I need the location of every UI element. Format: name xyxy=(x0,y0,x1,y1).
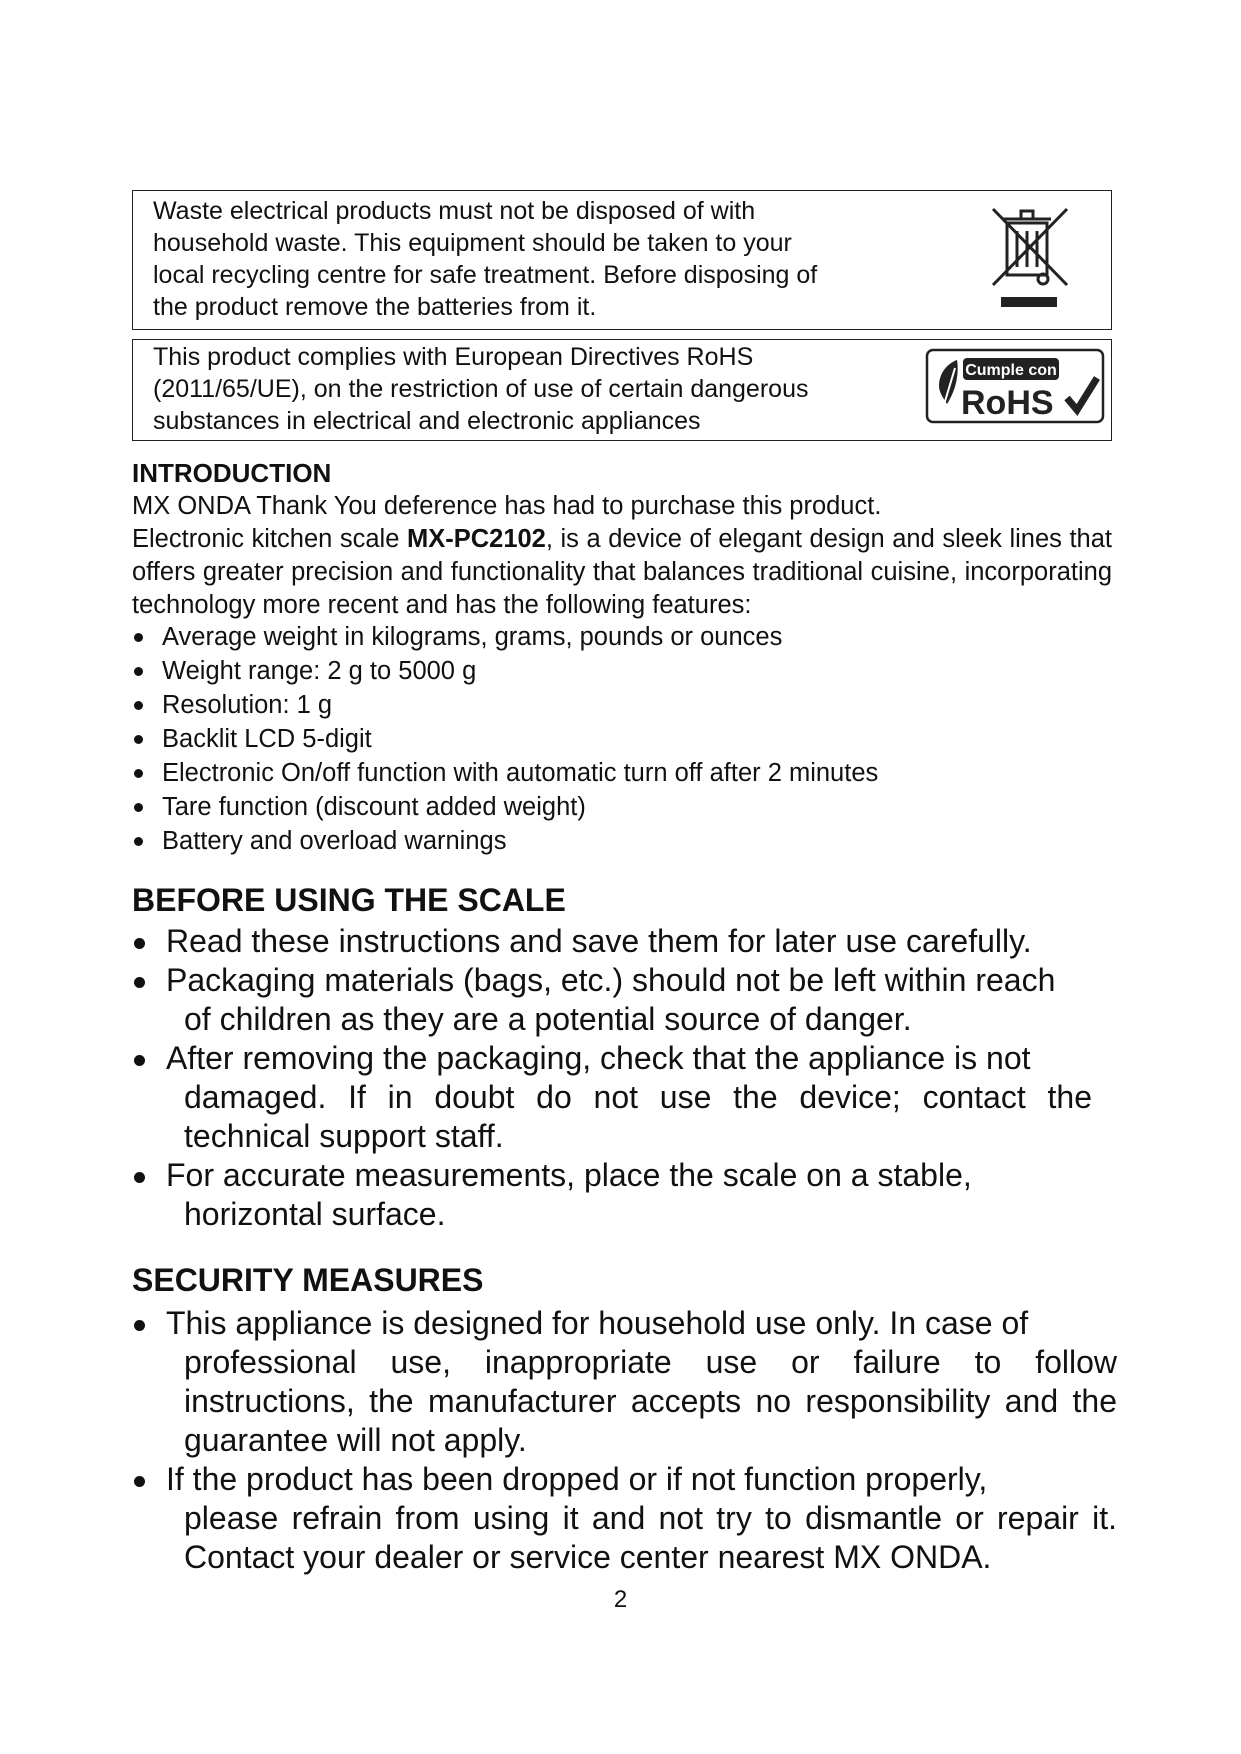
weee-notice-box xyxy=(132,190,1112,330)
rohs-compliance-logo xyxy=(925,348,1105,424)
rohs-line: (2011/65/UE), on the restriction of use of certain dangerous xyxy=(153,375,809,403)
list-item: Battery and overload warnings xyxy=(132,824,1112,858)
list-item: Weight range: 2 g to 5000 g xyxy=(132,654,1112,688)
list-item xyxy=(132,922,1092,961)
item-continuation: of children as they are a potential source of danger. xyxy=(184,1001,912,1037)
crossed-out-wheelie-bin-icon xyxy=(985,201,1075,311)
introduction-body xyxy=(132,490,1112,622)
rohs-line: This product complies with European Directives RoHS xyxy=(153,343,754,371)
item-first-line: This appliance is designed for household use only. In case of xyxy=(166,1305,1029,1341)
list-item xyxy=(132,961,1092,1039)
weee-notice-text xyxy=(153,195,923,323)
item-first-line: If the product has been dropped or if not function properly, xyxy=(166,1461,988,1497)
before-using-list xyxy=(132,922,1092,1234)
weee-line: the product remove the batteries from it. xyxy=(153,293,597,321)
rohs-badge-text: Cumple con xyxy=(965,362,1057,379)
introduction-heading: INTRODUCTION xyxy=(132,458,332,488)
list-item: Backlit LCD 5-digit xyxy=(132,722,1112,756)
item-continuation: horizontal surface. xyxy=(184,1196,446,1232)
security-measures-list xyxy=(132,1304,1117,1577)
rohs-notice-box xyxy=(132,339,1112,441)
list-item: Average weight in kilograms, grams, pounds or ounces xyxy=(132,620,1112,654)
introduction-line: MX ONDA Thank You deference has had to purchase this product. xyxy=(132,492,882,520)
list-item xyxy=(132,1460,1117,1577)
item-continuation: professional use, inappropriate use or failure to follow instructions, the manufacturer accepts no responsibility and the guarantee will not apply. xyxy=(184,1344,1117,1458)
item-first-line: Packaging materials (bags, etc.) should not be left within reach xyxy=(166,962,1056,998)
list-item xyxy=(132,1156,1092,1234)
rohs-notice-text xyxy=(153,341,893,437)
rohs-line: substances in electrical and electronic appliances xyxy=(153,407,701,435)
before-using-heading: BEFORE USING THE SCALE xyxy=(132,882,566,918)
item-continuation: damaged. If in doubt do not use the device; contact the technical support staff. xyxy=(184,1079,1092,1154)
weee-line: local recycling centre for safe treatment. Before disposing of xyxy=(153,261,818,289)
introduction-paragraph xyxy=(132,523,1112,622)
page-number: 2 xyxy=(613,1586,628,1613)
list-item: Resolution: 1 g xyxy=(132,688,1112,722)
model-number: MX-PC2102 xyxy=(406,525,546,553)
list-item xyxy=(132,1039,1092,1156)
features-list xyxy=(132,620,1112,858)
weee-line: household waste. This equipment should be taken to your xyxy=(153,229,792,257)
list-item xyxy=(132,1304,1117,1460)
item-first-line: Read these instructions and save them for later use carefully. xyxy=(166,923,1032,959)
list-item: Tare function (discount added weight) xyxy=(132,790,1112,824)
item-first-line: After removing the packaging, check that the appliance is not xyxy=(166,1040,1031,1076)
item-first-line: For accurate measurements, place the scale on a stable, xyxy=(166,1157,972,1193)
weee-line: Waste electrical products must not be disposed of with xyxy=(153,197,756,225)
item-continuation: please refrain from using it and not try to dismantle or repair it. Contact your dealer or service center nearest MX ONDA. xyxy=(184,1500,1117,1575)
security-measures-heading: SECURITY MEASURES xyxy=(132,1262,484,1298)
list-item: Electronic On/off function with automatic turn off after 2 minutes xyxy=(132,756,1112,790)
rohs-logo-text: RoHS xyxy=(961,384,1054,422)
para-prefix: Electronic kitchen scale xyxy=(132,525,407,553)
para-suffix: , is a device of elegant design and sleek lines that offers greater precision and functionality that balances traditional cuisine, incorporating technology more recent and has the following features: xyxy=(132,525,1112,619)
